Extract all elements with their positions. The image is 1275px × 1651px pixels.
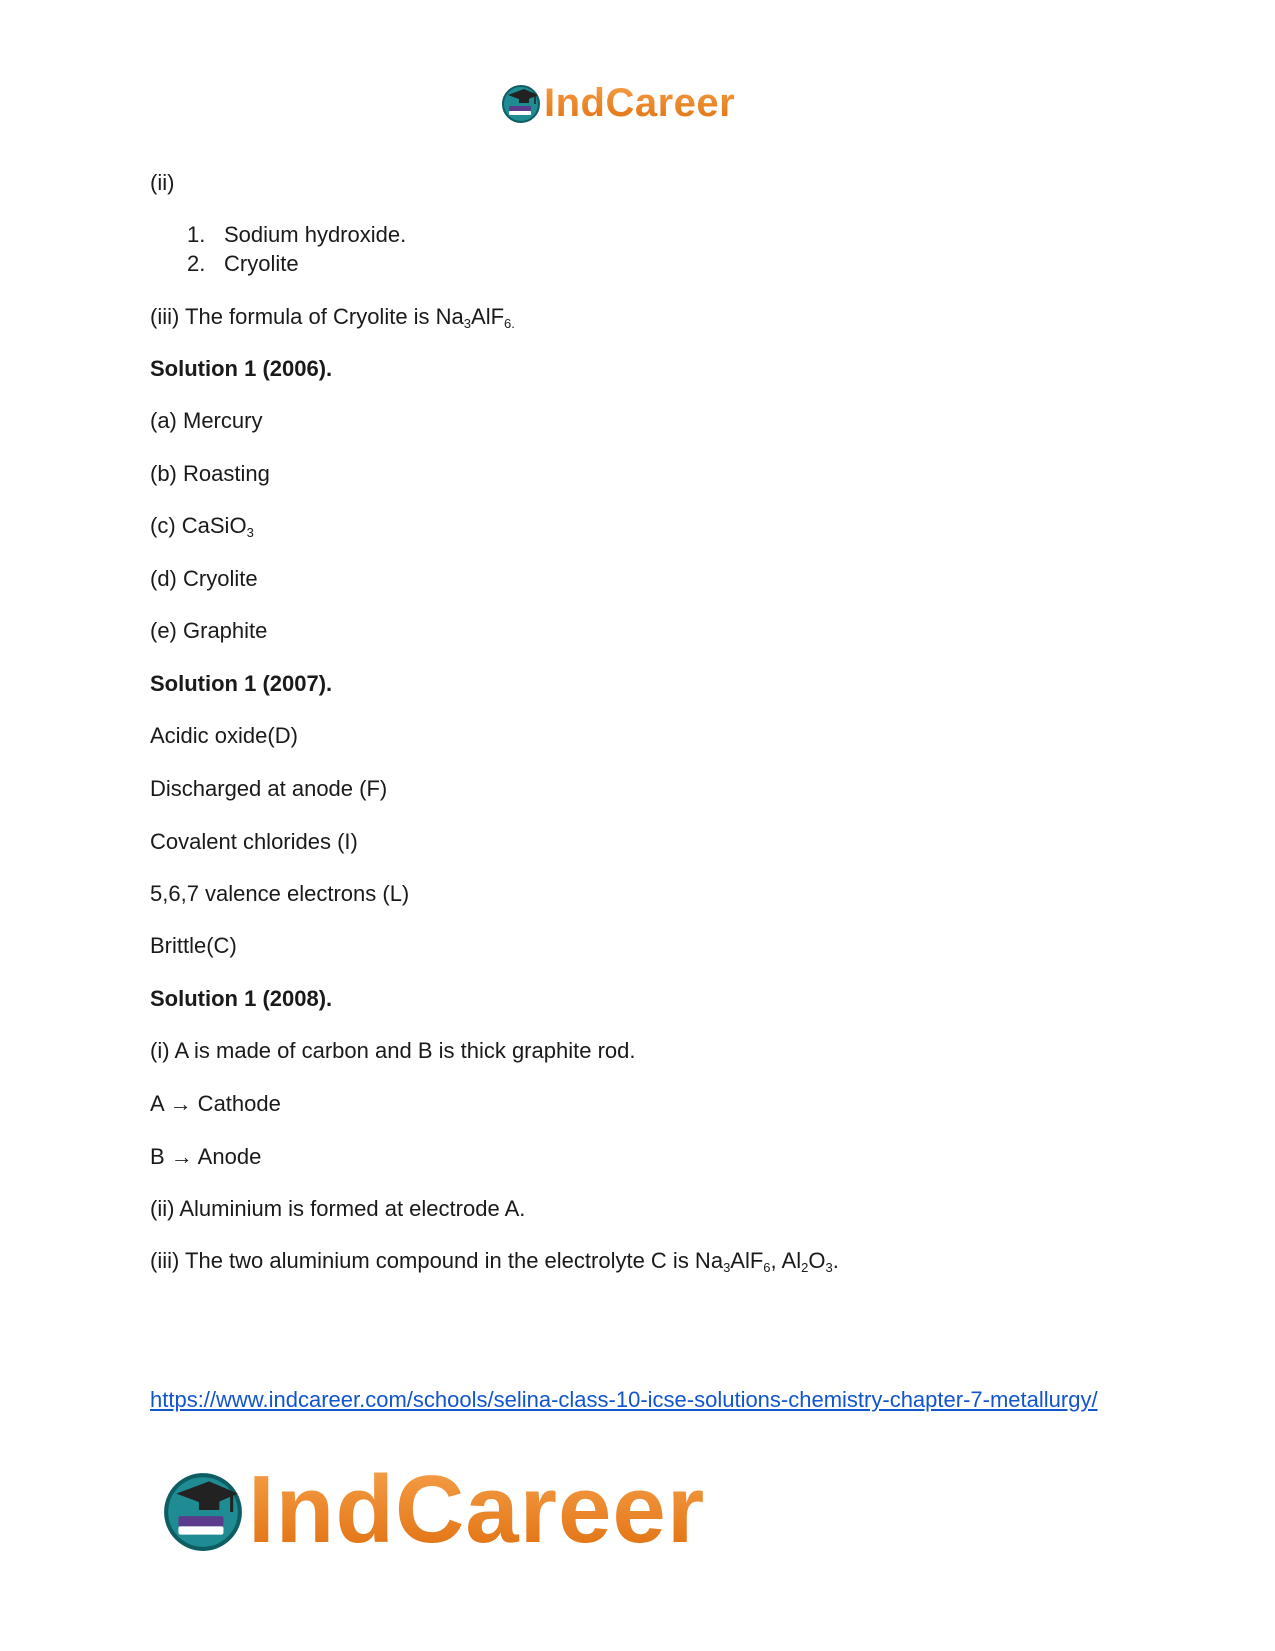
match-item: 5,6,7 valence electrons (L): [150, 881, 410, 906]
brand-wordmark: IndCareer: [544, 80, 736, 125]
source-link[interactable]: https://www.indcareer.com/schools/selina-class-10-icse-solutions-chemistry-chapter-7-metallurgy/: [150, 1387, 1098, 1412]
electrode-a-line: A → Cathode: [150, 1091, 281, 1116]
cryolite-formula-line: (iii) The formula of Cryolite is $Na_3AlF_{6.}$: [150, 304, 515, 331]
match-item: Discharged at anode (F): [150, 776, 388, 801]
graduation-cap-globe-books-icon: [500, 82, 542, 124]
brand-wordmark: IndCareer: [248, 1456, 706, 1563]
match-item: Covalent chlorides (I): [150, 829, 358, 854]
solution-2008-heading: Solution 1 (2008).: [150, 986, 333, 1011]
list-item: 1. Sodium hydroxide.: [187, 222, 407, 247]
solution-2007-heading: Solution 1 (2007).: [150, 671, 333, 696]
solution-2006-heading: Solution 1 (2006).: [150, 356, 333, 381]
indcareer-logo-header: [500, 80, 735, 126]
match-item: Brittle(C): [150, 933, 237, 958]
answer-i: (i) A is made of carbon and B is thick graphite rod.: [150, 1038, 636, 1063]
list-item: 2. Cryolite: [187, 251, 299, 276]
graduation-cap-globe-books-icon: [160, 1467, 246, 1553]
answer-ii: (ii) Aluminium is formed at electrode A.: [150, 1196, 526, 1221]
answer-c: (c) CaSiO$_3$: [150, 513, 254, 540]
answer-b: (b) Roasting: [150, 461, 270, 486]
answer-iii: (iii) The two aluminium compound in the electrolyte C is $Na_3AlF_6$, $Al_2O_3$.: [150, 1248, 839, 1275]
answer-d: (d) Cryolite: [150, 566, 258, 591]
indcareer-logo-footer: [160, 1456, 706, 1563]
answer-a: (a) Mercury: [150, 408, 263, 433]
match-item: Acidic oxide(D): [150, 723, 298, 748]
electrode-b-line: B → Anode: [150, 1144, 262, 1169]
part-ii-label: (ii): [150, 170, 175, 195]
answer-e: (e) Graphite: [150, 618, 268, 643]
